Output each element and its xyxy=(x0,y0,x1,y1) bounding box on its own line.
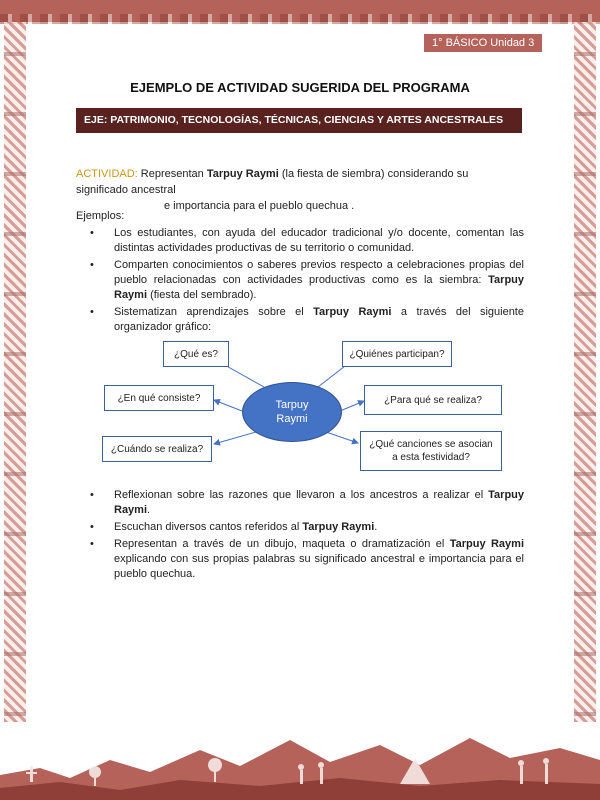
list-item-bold: Tarpuy Raymi xyxy=(449,538,525,550)
list-item-bold: Tarpuy Raymi xyxy=(114,274,524,301)
center-node xyxy=(242,382,342,442)
node-que-es: ¿Qué es? xyxy=(163,341,229,367)
list-item-bold: Tarpuy Raymi xyxy=(313,306,392,318)
left-border-pattern xyxy=(4,22,26,722)
activity-text-mid: (la fiesta de siembra) considerando su significado ancestral xyxy=(76,168,469,196)
unit-tag: 1° BÁSICO Unidad 3 xyxy=(424,34,542,52)
bottom-landscape-decoration xyxy=(0,720,600,800)
list-item-text: a través del siguiente organizador gráfico: xyxy=(114,306,524,333)
list-item-text: Representan a través de un dibujo, maqueta o dramatización el xyxy=(114,538,450,550)
list-item-bold: Tarpuy Raymi xyxy=(302,521,375,533)
list-item-text: Comparten conocimientos o saberes previos respecto a celebraciones propias del pueblo relacionadas con actividades productivas como es la siembra: xyxy=(114,259,524,286)
node-quienes-participan: ¿Quiénes participan? xyxy=(342,341,452,367)
top-pattern xyxy=(0,14,600,24)
graphic-organizer xyxy=(96,335,508,475)
list-item xyxy=(84,520,524,535)
list-item-text: . xyxy=(374,521,378,533)
activity-line2: e importancia para el pueblo quechua . xyxy=(164,200,355,212)
activity-paragraph xyxy=(76,166,522,214)
eje-banner: EJE: PATRIMONIO, TECNOLOGÍAS, TÉCNICAS, CIENCIAS Y ARTES ANCESTRALES xyxy=(76,108,522,133)
list-item-text: . xyxy=(147,504,151,516)
list-item xyxy=(84,537,524,582)
node-cuando: ¿Cuándo se realiza? xyxy=(102,436,212,462)
list-item-text: (fiesta del sembrado). xyxy=(147,289,257,301)
page-title: EJEMPLO DE ACTIVIDAD SUGERIDA DEL PROGRAMA xyxy=(130,80,470,95)
examples-list xyxy=(84,226,524,337)
list-item-text: Los estudiantes, con ayuda del educador tradicional y/o docente, comentan las distintas actividades productivas de su territorio o comunidad. xyxy=(114,227,524,254)
list-item xyxy=(84,258,524,303)
activity-label: ACTIVIDAD: xyxy=(76,168,138,180)
list-item xyxy=(84,226,524,256)
list-item-bold: Tarpuy Raymi xyxy=(114,489,524,516)
list-item-text: Escuchan diversos cantos referidos al xyxy=(114,521,303,533)
center-node-label: Tarpuy Raymi xyxy=(275,399,309,425)
list-item-text: Sistematizan aprendizajes sobre el xyxy=(114,306,314,318)
activity-bold: Tarpuy Raymi xyxy=(206,168,279,180)
node-en-que-consiste: ¿En qué consiste? xyxy=(104,385,214,411)
right-border-pattern xyxy=(574,22,596,722)
activity-text: Representan xyxy=(137,168,207,180)
list-item-text: Reflexionan sobre las razones que llevaron a los ancestros a realizar el xyxy=(114,489,489,501)
node-canciones: ¿Qué canciones se asocian a esta festividad? xyxy=(360,431,502,471)
list-item xyxy=(84,305,524,335)
list-item-text: explicando con sus propias palabras su significado ancestral e importancia para el pueblo quechua. xyxy=(114,553,524,580)
examples-label: Ejemplos: xyxy=(76,210,125,222)
node-para-que: ¿Para qué se realiza? xyxy=(364,385,502,415)
list-item xyxy=(84,488,524,518)
activities-list xyxy=(84,488,524,584)
